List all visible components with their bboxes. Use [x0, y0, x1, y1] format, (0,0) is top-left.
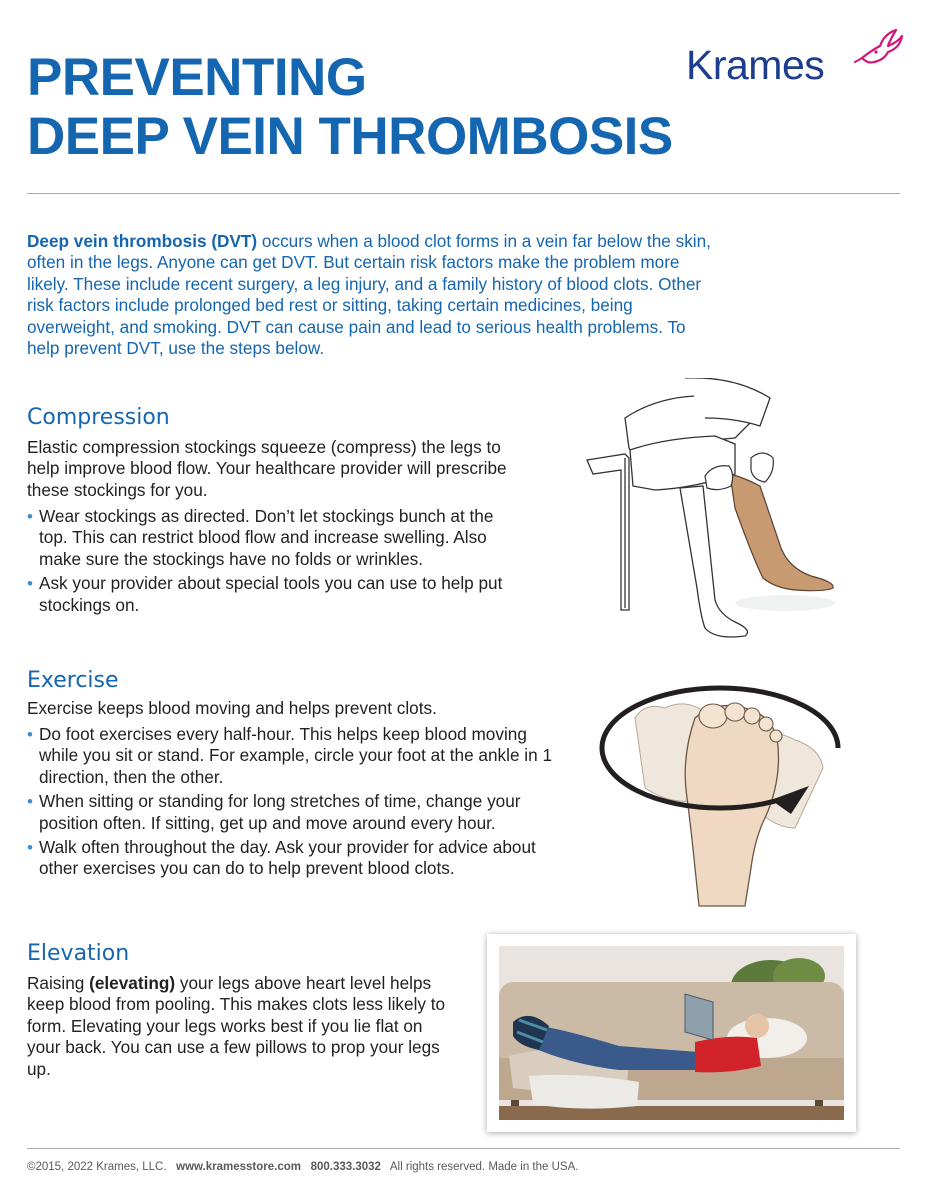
- hummingbird-logo-icon: [854, 28, 904, 76]
- list-item: • Wear stockings as directed. Don’t let stockings bunch at the top. This can restrict blood flow and increase swelling. Also make sure the stockings have no folds or wrinkles.: [27, 506, 494, 569]
- intro-term: Deep vein thrombosis (DVT): [27, 231, 258, 251]
- intro-paragraph: [27, 231, 717, 359]
- compression-body: Elastic compression stockings squeeze (compress) the legs to help improve blood flow. Your healthcare provider will prescribe these stockings for you.: [27, 437, 507, 500]
- list-item: • Walk often throughout the day. Ask your provider for advice about other exercises you can do to help prevent blood clots.: [27, 837, 536, 879]
- list-item: • Ask your provider about special tools you can use to help put stockings on.: [27, 573, 503, 615]
- title-line-1: PREVENTING: [27, 48, 367, 107]
- exercise-body: Exercise keeps blood moving and helps prevent clots.: [27, 698, 437, 718]
- bullet-dot-icon: •: [27, 792, 33, 812]
- logo-wordmark: Krames: [686, 42, 825, 88]
- footer-website-link[interactable]: www.kramesstore.com: [176, 1161, 301, 1173]
- bullet-dot-icon: •: [27, 507, 33, 526]
- elevation-photo: [487, 934, 856, 1132]
- bottom-divider: [27, 1148, 900, 1149]
- title-line-2: DEEP VEIN THROMBOSIS: [27, 107, 673, 166]
- exercise-heading: Exercise: [27, 668, 119, 693]
- list-item: • Do foot exercises every half-hour. This helps keep blood moving while you sit or stand. For example, circle your foot at the ankle in 1 direction, then the other.: [27, 724, 553, 787]
- bullet-dot-icon: •: [27, 725, 33, 744]
- footer-phone: 800.333.3032: [310, 1161, 381, 1173]
- compression-heading: Compression: [27, 405, 170, 430]
- top-divider: [27, 193, 900, 194]
- bullet-dot-icon: •: [27, 574, 33, 594]
- page-title: [27, 48, 673, 166]
- bullet-dot-icon: •: [27, 838, 33, 858]
- list-item: • When sitting or standing for long stretches of time, change your position often. If sitting, get up and move around every hour.: [27, 791, 521, 833]
- footer: [27, 1161, 578, 1173]
- footer-copyright: ©2015, 2022 Krames, LLC.: [27, 1161, 167, 1173]
- stocking-illustration: [585, 378, 840, 643]
- exercise-bullets: [27, 724, 567, 883]
- elevation-body: Raising (elevating) your legs above heart level helps keep blood from pooling. This makes clots less likely to form. Elevating your legs works best if you lie flat on your back. You can use a few pillows to prop your legs up.: [27, 973, 446, 1079]
- elevation-heading: Elevation: [27, 941, 130, 966]
- woman-on-couch-photo: [499, 946, 844, 1120]
- footer-rights: All rights reserved. Made in the USA.: [389, 1161, 579, 1173]
- intro-text: occurs when a blood clot forms in a vein far below the skin, often in the legs. Anyone can get DVT. But certain risk factors make the problem more likely. These include recent surgery, a leg injury, and a family history of blood clots. Other risk factors include prolonged bed rest or sitting, taking certain medicines, being overweight, and smoking. DVT can cause pain and lead to serious health problems. To help prevent DVT, use the steps below.: [27, 231, 711, 359]
- compression-bullets: [27, 506, 512, 619]
- krames-logo: [686, 28, 906, 88]
- foot-circle-illustration: [595, 678, 845, 910]
